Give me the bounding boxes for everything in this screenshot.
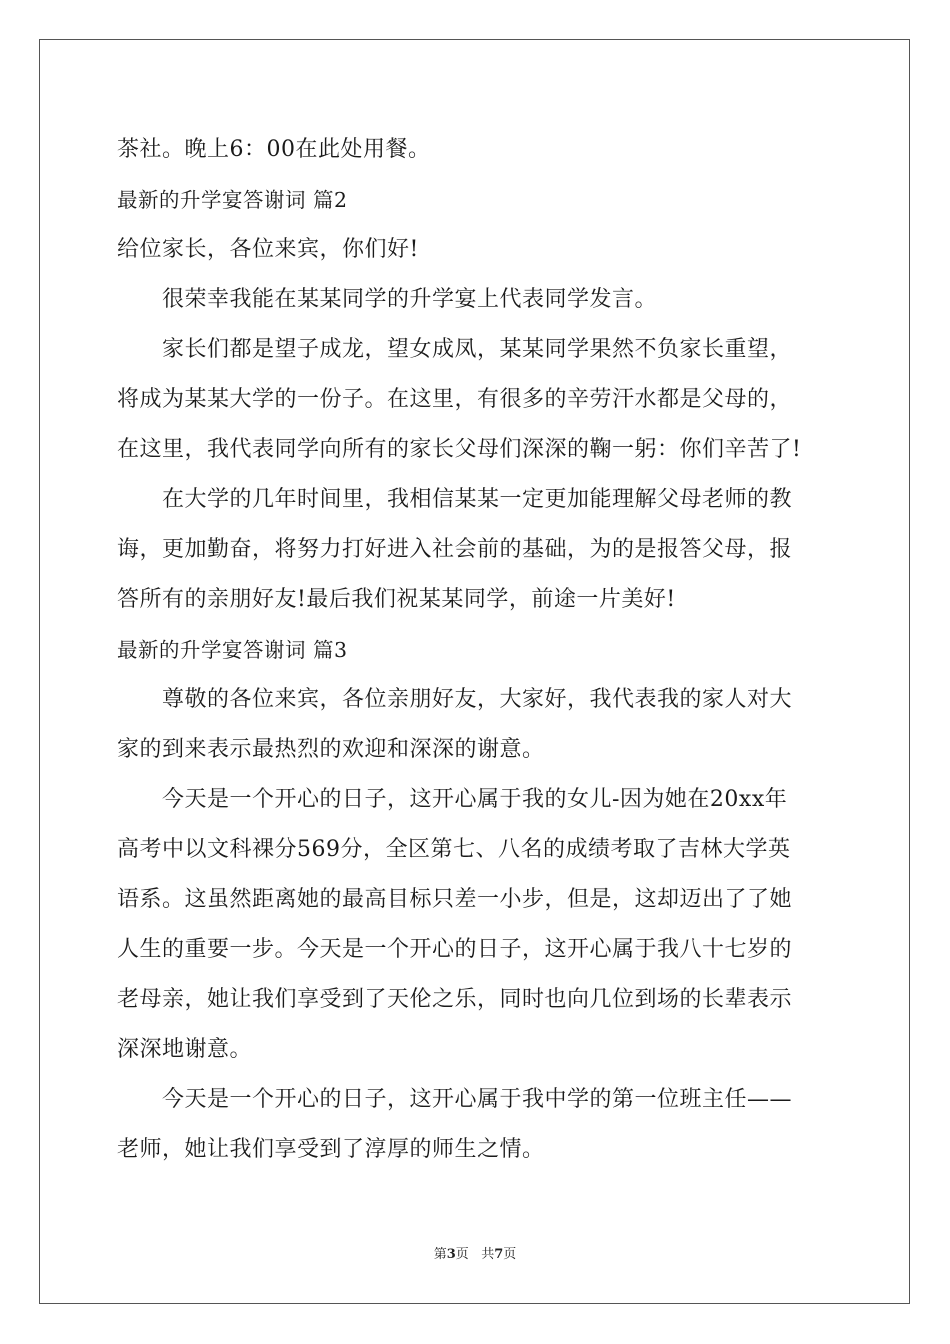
paragraph-line: 尊敬的各位来宾，各位亲朋好友，大家好，我代表我的家人对大: [162, 687, 793, 712]
page-footer: [0, 1247, 950, 1263]
paragraph-line: 在大学的几年时间里，我相信某某一定更加能理解父母老师的教: [162, 487, 793, 512]
paragraph-line: 老师，她让我们享受到了淳厚的师生之情。: [117, 1137, 545, 1162]
paragraph-line: 今天是一个开心的日子，这开心属于我的女儿-因为她在20xx年: [162, 787, 788, 812]
footer-prefix: 第: [433, 1247, 447, 1262]
paragraph-line: 很荣幸我能在某某同学的升学宴上代表同学发言。: [162, 287, 658, 312]
section-heading: 最新的升学宴答谢词 篇2: [117, 188, 348, 212]
paragraph-line: 诲，更加勤奋，将努力打好进入社会前的基础，为的是报答父母，报: [117, 537, 793, 562]
paragraph-line: 高考中以文科裸分569分，全区第七、八名的成绩考取了吉林大学英: [117, 837, 791, 862]
paragraph-line: 语系。这虽然距离她的最高目标只差一小步，但是，这却迈出了了她: [117, 887, 793, 912]
paragraph-line: 深深地谢意。: [117, 1037, 253, 1062]
salutation: 给位家长，各位来宾，你们好!: [117, 237, 419, 262]
paragraph-line: 答所有的亲朋好友!最后我们祝某某同学，前途一片美好!: [117, 587, 676, 612]
footer-total-suffix: 页: [503, 1247, 517, 1262]
footer-total-prefix: 共: [481, 1247, 495, 1262]
current-page-number: 3: [446, 1247, 456, 1262]
paragraph-line: 家的到来表示最热烈的欢迎和深深的谢意。: [117, 737, 545, 762]
footer-page-suffix: 页: [455, 1247, 469, 1262]
paragraph-line: 将成为某某大学的一份子。在这里，有很多的辛劳汗水都是父母的，: [117, 387, 793, 412]
paragraph-line: 老母亲，她让我们享受到了天伦之乐，同时也向几位到场的长辈表示: [117, 987, 793, 1012]
paragraph-line: 家长们都是望子成龙，望女成凤，某某同学果然不负家长重望，: [162, 337, 793, 362]
paragraph-line: 人生的重要一步。今天是一个开心的日子，这开心属于我八十七岁的: [117, 937, 793, 962]
section-heading: 最新的升学宴答谢词 篇3: [117, 638, 348, 662]
paragraph-line: 在这里，我代表同学向所有的家长父母们深深的鞠一躬：你们辛苦了!: [117, 437, 802, 462]
paragraph-line: 今天是一个开心的日子，这开心属于我中学的第一位班主任——: [162, 1087, 793, 1112]
body-line: 茶社。晚上6：00在此处用餐。: [117, 137, 431, 162]
total-page-count: 7: [494, 1247, 504, 1262]
